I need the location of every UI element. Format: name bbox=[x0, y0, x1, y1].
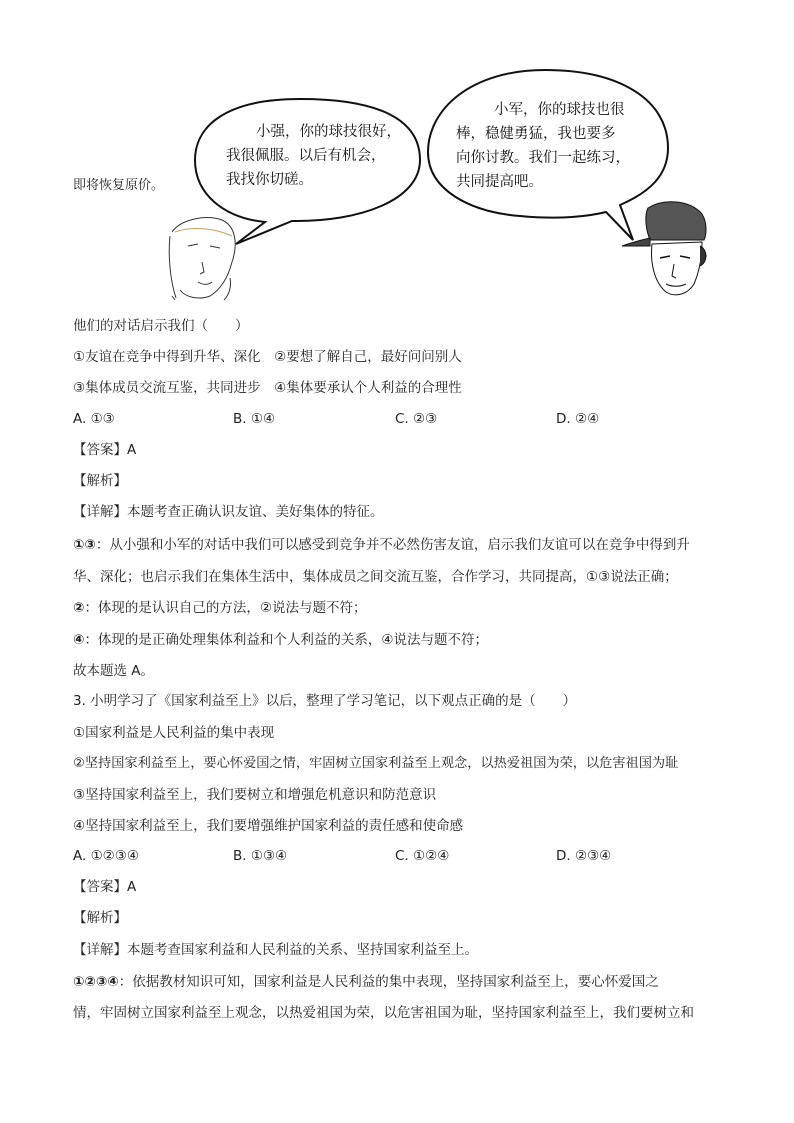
q3-analysis-label: 【解析】 bbox=[73, 910, 127, 926]
q2-option-d: D. ②④ bbox=[556, 411, 600, 427]
q2-option-a: A. ①③ bbox=[73, 411, 115, 427]
q2-explain-text: 华、深化；也启示我们在集体生活中，集体成员之间交流互鉴，合作学习，共同提高，①③说法正确； bbox=[73, 569, 678, 585]
left-bubble-line: 我找你切磋。 bbox=[226, 172, 313, 188]
left-bubble-line: 小强，你的球技很好， bbox=[256, 124, 401, 140]
q3-explain-mark: ①②③④ bbox=[73, 974, 119, 990]
q3-answer: 【答案】A bbox=[73, 879, 137, 895]
q2-answer: 【答案】A bbox=[73, 442, 137, 458]
q3-statement: ①国家利益是人民利益的集中表现 bbox=[73, 725, 275, 741]
q2-conclusion: 故本题选 A。 bbox=[73, 663, 155, 679]
q2-explain-line bbox=[73, 535, 690, 555]
q3-statement: ③坚持国家利益至上，我们要树立和增强危机意识和防范意识 bbox=[73, 787, 437, 803]
q3-explain-line bbox=[73, 972, 659, 992]
stray-text: 即将恢复原价。 bbox=[73, 178, 165, 193]
q3-statement: ④坚持国家利益至上，我们要增强维护国家利益的责任感和使命感 bbox=[73, 818, 464, 834]
q2-explain-text: ：从小强和小军的对话中我们可以感受到竞争并不必然伤害友谊，启示我们友谊可以在竞争中得到升 bbox=[95, 537, 690, 553]
q3-option-d: D. ②③④ bbox=[556, 848, 612, 864]
right-bubble-line: 棒，稳健勇猛，我也要多 bbox=[456, 126, 616, 142]
q3-explain-line: 情，牢固树立国家利益至上观念，以热爱祖国为荣，以危害祖国为耻，坚持国家利益至上，我们要树立和 bbox=[73, 1005, 694, 1021]
q2-statement: ①友谊在竞争中得到升华、深化 ②要想了解自己，最好问问别人 bbox=[73, 349, 462, 365]
q2-explain-line bbox=[73, 598, 367, 618]
right-bubble-line: 小军，你的球技也很 bbox=[494, 102, 625, 118]
q2-option-b: B. ①④ bbox=[233, 411, 276, 427]
q2-analysis-label: 【解析】 bbox=[73, 473, 127, 489]
left-bubble-text bbox=[226, 120, 401, 192]
q3-option-a: A. ①②③④ bbox=[73, 848, 139, 864]
q2-explain-mark: ② bbox=[73, 600, 85, 616]
q2-option-c: C. ②③ bbox=[395, 411, 438, 427]
q2-explain-line bbox=[73, 630, 488, 650]
q3-option-b: B. ①③④ bbox=[233, 848, 288, 864]
q2-stem: 他们的对话启示我们（ ） bbox=[73, 318, 249, 334]
girl-character-icon bbox=[169, 218, 235, 300]
right-bubble-text bbox=[456, 98, 630, 194]
right-bubble-line: 向你讨教。我们一起练习， bbox=[456, 150, 630, 166]
boy-with-cap-icon bbox=[622, 202, 706, 295]
q3-explain-text: ：依据教材知识可知，国家利益是人民利益的集中表现，坚持国家利益至上，要心怀爱国之 bbox=[118, 974, 659, 990]
q3-statement: ②坚持国家利益至上，要心怀爱国之情，牢固树立国家利益至上观念，以热爱祖国为荣，以危害祖国为耻 bbox=[73, 756, 679, 771]
q2-explain-line bbox=[73, 567, 678, 587]
q2-explain-mark: ①③ bbox=[73, 537, 96, 553]
q2-detail: 【详解】本题考查正确认识友谊、美好集体的特征。 bbox=[73, 504, 384, 520]
q2-explain-text: ：体现的是正确处理集体利益和个人利益的关系，④说法与题不符； bbox=[84, 632, 489, 648]
q3-detail: 【详解】本题考查国家利益和人民利益的关系、坚持国家利益至上。 bbox=[73, 942, 478, 958]
q3-option-c: C. ①②④ bbox=[395, 848, 450, 864]
left-bubble-line: 我很佩服。以后有机会， bbox=[226, 148, 386, 164]
right-bubble-line: 共同提高吧。 bbox=[456, 174, 543, 190]
q2-explain-text: ：体现的是认识自己的方法，②说法与题不符； bbox=[84, 600, 367, 616]
q3-stem: 3. 小明学习了《国家利益至上》以后，整理了学习笔记，以下观点正确的是（ ） bbox=[73, 693, 577, 709]
q2-statement: ③集体成员交流互鉴，共同进步 ④集体要承认个人利益的合理性 bbox=[73, 380, 462, 396]
q2-explain-mark: ④ bbox=[73, 632, 85, 648]
